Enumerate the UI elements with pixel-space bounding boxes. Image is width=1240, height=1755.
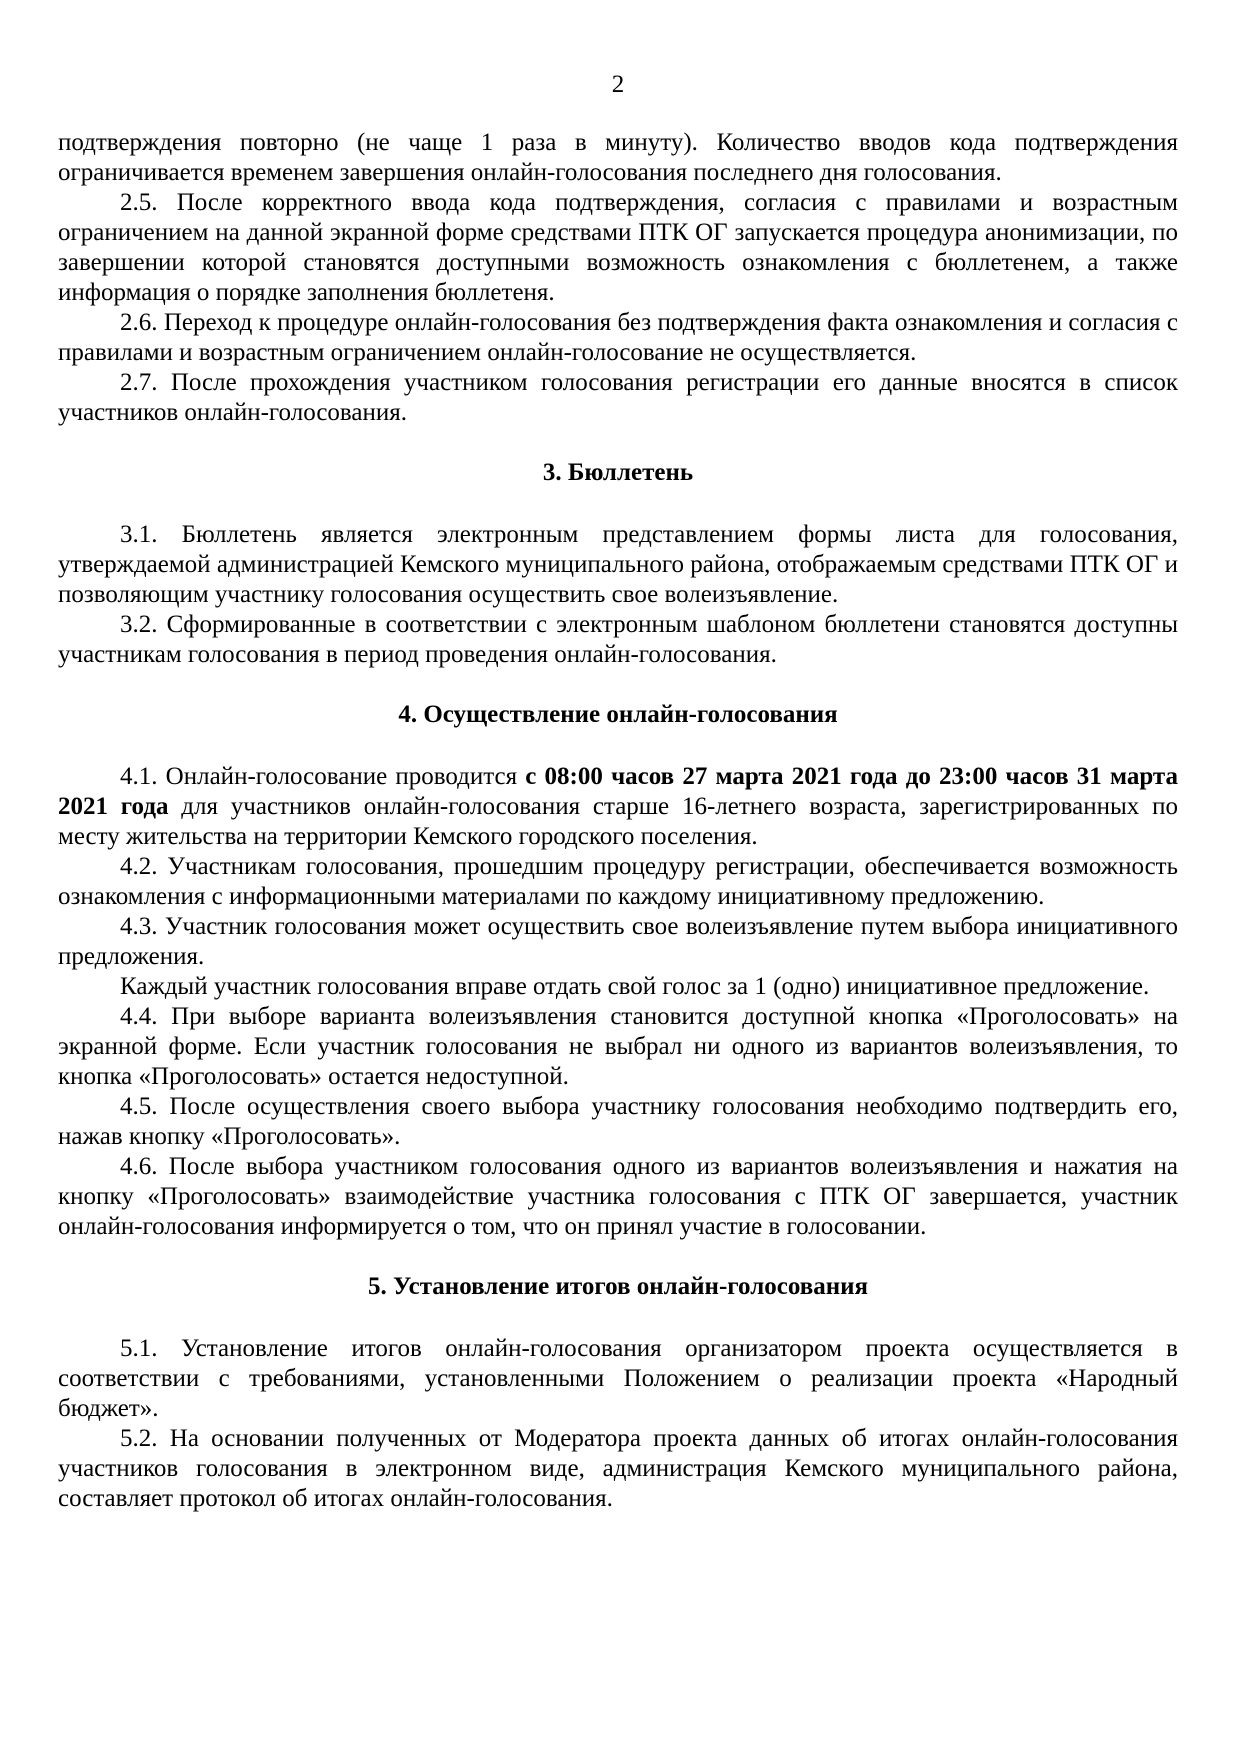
paragraph-4-3: 4.3. Участник голосования может осуществить свое волеизъявление путем выбора инициативного предложения. bbox=[58, 913, 1178, 970]
paragraph-4-4: 4.4. При выборе варианта волеизъявления становится доступной кнопка «Проголосовать» на экранной форме. Если участник голосования не выбрал ни одного из вариантов волеизъявления, то кнопка «Проголосовать» остается недоступной. bbox=[58, 1003, 1178, 1090]
paragraph-2-4-continuation: подтверждения повторно (не чаще 1 раза в минуту). Количество вводов кода подтверждения ограничивается временем завершения онлайн-голосования последнего дня голосования. bbox=[58, 129, 1178, 186]
section-3-heading: 3. Бюллетень bbox=[542, 459, 694, 486]
paragraph-4-2: 4.2. Участникам голосования, прошедшим процедуру регистрации, обеспечивается возможность ознакомления с информационными материалами по каждому инициативному предложению. bbox=[58, 853, 1178, 910]
section-5-heading: 5. Установление итогов онлайн-голосования bbox=[367, 1273, 869, 1300]
section-4-heading: 4. Осуществление онлайн-голосования bbox=[398, 701, 838, 728]
paragraph-5-1: 5.1. Установление итогов онлайн-голосования организатором проекта осуществляется в соответствии с требованиями, установленными Положением о реализации проекта «Народный бюджет». bbox=[58, 1335, 1178, 1422]
paragraph-4-1-text: 4.1. Онлайн-голосование проводится bbox=[120, 763, 526, 790]
paragraph-2-5: 2.5. После корректного ввода кода подтверждения, согласия с правилами и возрастным ограничением на данной экранной форме средствами ПТК ОГ запускается процедура анонимизации, по завершении которой становятся доступными возможность ознакомления с бюллетенем, а также информация о порядке заполнения бюллетеня. bbox=[58, 189, 1178, 306]
paragraph-2-7: 2.7. После прохождения участником голосования регистрации его данные вносятся в список участников онлайн-голосования. bbox=[58, 369, 1178, 426]
paragraph-4-1 bbox=[58, 762, 1178, 852]
paragraph-3-1: 3.1. Бюллетень является электронным представлением формы листа для голосования, утверждаемой администрацией Кемского муниципального района, отображаемым средствами ПТК ОГ и позволяющим участнику голосования осуществить свое волеизъявление. bbox=[58, 521, 1178, 608]
paragraph-3-2: 3.2. Сформированные в соответствии с электронным шаблоном бюллетени становятся доступны участникам голосования в период проведения онлайн-голосования. bbox=[58, 611, 1178, 668]
page-number: 2 bbox=[611, 71, 625, 98]
paragraph-4-6: 4.6. После выбора участником голосования одного из вариантов волеизъявления и нажатия на кнопку «Проголосовать» взаимодействие участника голосования с ПТК ОГ завершается, участник онлайн-голосования информируется о том, что он принял участие в голосовании. bbox=[58, 1153, 1178, 1240]
paragraph-4-3a: Каждый участник голосования вправе отдать свой голос за 1 (одно) инициативное предложение. bbox=[120, 973, 1150, 1000]
paragraph-4-1-text-end: для участников онлайн-голосования старше 16-летнего возраста, зарегистрированных по месту жительства на территории Кемского городского поселения. bbox=[58, 793, 1178, 850]
paragraph-4-5: 4.5. После осуществления своего выбора участнику голосования необходимо подтвердить его, нажав кнопку «Проголосовать». bbox=[58, 1093, 1178, 1150]
paragraph-2-6: 2.6. Переход к процедуре онлайн-голосования без подтверждения факта ознакомления и согласия с правилами и возрастным ограничением онлайн-голосование не осуществляется. bbox=[58, 309, 1178, 366]
paragraph-5-2: 5.2. На основании полученных от Модератора проекта данных об итогах онлайн-голосования участников голосования в электронном виде, администрация Кемского муниципального района, составляет протокол об итогах онлайн-голосования. bbox=[58, 1425, 1178, 1512]
paragraph-4-1-bold-dates: с 08:00 часов 27 марта 2021 года до 23:00 часов 31 марта 2021 года bbox=[58, 763, 1179, 820]
